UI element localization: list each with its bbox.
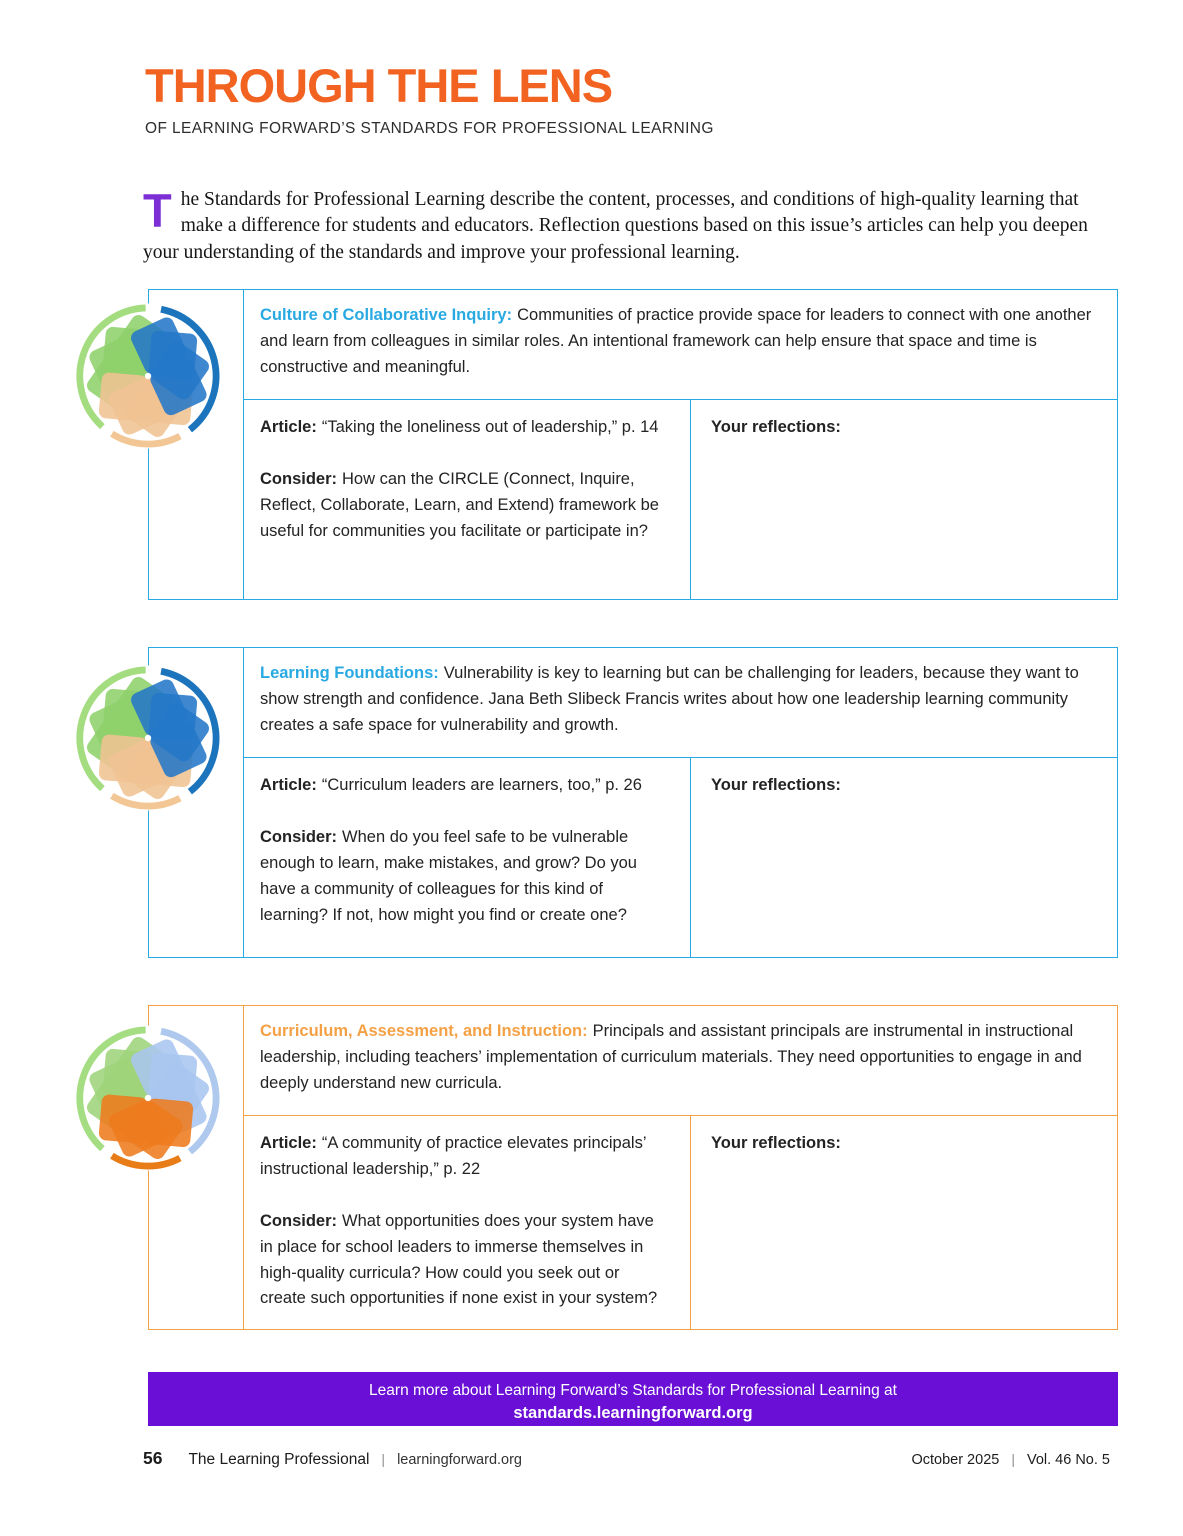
standards-banner [148,1372,1118,1426]
article-label: Article: [260,1134,317,1152]
article-cell [244,758,691,957]
consider-label: Consider: [260,827,338,846]
article-title: “Curriculum leaders are learners, too,” p. 26 [321,776,642,794]
article-title: “A community of practice elevates principals’ instructional leadership,” p. 22 [260,1134,646,1178]
banner-text: Learn more about Learning Forward’s Standards for Professional Learning at [369,1382,897,1399]
reflections-label: Your reflections: [711,1134,841,1152]
intro-dropcap: T [143,183,172,237]
logo-column [149,648,244,957]
article-label: Article: [260,418,317,436]
volume-number: Vol. 46 No. 5 [1026,1452,1110,1468]
consider-line [260,1209,664,1313]
card-heading: Learning Foundations: [260,664,439,682]
standards-pinwheel-logo [74,302,222,450]
card-description: Principals and assistant principals are instrumental in instructional leadership, including teachers’ implementation of curriculum materials. They need opportunities to engage in and deeply understand new curricula. [260,1022,1082,1092]
intro-text: he Standards for Professional Learning describe the content, processes, and conditions of high-quality learning that make a difference for students and educators. Reflection questions based on this issue’s articles can help you deepen your understanding of the standards and improve your professional learning. [143,188,1088,264]
standard-card-collaborative-inquiry [148,289,1118,600]
card-header [244,648,1117,758]
pinwheel-logo-icon [74,302,222,450]
pinwheel-logo-icon [74,1024,222,1172]
publisher-site-link[interactable]: learningforward.org [397,1452,522,1468]
reflections-area [691,400,1117,599]
consider-line [260,467,664,545]
logo-column [149,290,244,599]
card-header [244,1006,1117,1116]
logo-column [149,1006,244,1329]
page-number: 56 [143,1448,163,1468]
masthead [145,59,714,138]
standards-pinwheel-logo [74,1024,222,1172]
card-description: Vulnerability is key to learning but can be challenging for leaders, because they want to show strength and confidence. Jana Beth Slibeck Francis writes about how one leadership learning community creates a safe space for vulnerability and growth. [260,664,1079,734]
page-footer [143,1448,1110,1469]
article-cell [244,1116,691,1329]
reflections-area [691,758,1117,957]
issue-date: October 2025 [911,1452,1000,1468]
card-header [244,290,1117,400]
footer-divider: | [1011,1451,1015,1467]
standard-card-learning-foundations [148,647,1118,958]
standards-url-link[interactable]: standards.learningforward.org [513,1404,753,1423]
page-subtitle: OF LEARNING FORWARD’S STANDARDS FOR PROFESSIONAL LEARNING [145,120,714,137]
card-heading: Culture of Collaborative Inquiry: [260,306,513,324]
footer-divider: | [381,1451,386,1467]
intro-paragraph [143,183,1091,268]
article-title: “Taking the loneliness out of leadership,” p. 14 [321,418,659,436]
page-title: THROUGH THE LENS [145,59,613,112]
publication-name: The Learning Professional [188,1451,370,1468]
reflections-label: Your reflections: [711,418,841,436]
pinwheel-logo-icon [74,664,222,812]
consider-text: When do you feel safe to be vulnerable enough to learn, make mistakes, and grow? Do you have a community of colleagues for this kind of learning? If not, how might you find or create one? [260,827,637,924]
standard-card-curriculum-assessment-instruction [148,1005,1118,1330]
reflections-label: Your reflections: [711,776,841,794]
reflections-area [691,1116,1117,1329]
consider-text: What opportunities does your system have in place for school leaders to immerse themselves in high-quality curricula? How could you seek out or create such opportunities if none exist in your system? [260,1211,658,1308]
article-line [260,415,664,441]
article-label: Article: [260,776,317,794]
consider-text: How can the CIRCLE (Connect, Inquire, Reflect, Collaborate, Learn, and Extend) framework be useful for communities you facilitate or participate in? [260,469,659,540]
consider-label: Consider: [260,1211,338,1230]
card-description: Communities of practice provide space for leaders to connect with one another and learn from colleagues in similar roles. An intentional framework can help ensure that space and time is constructive and meaningful. [260,306,1092,376]
standards-pinwheel-logo [74,664,222,812]
article-cell [244,400,691,599]
consider-line [260,825,664,929]
card-heading: Curriculum, Assessment, and Instruction: [260,1022,588,1040]
article-line [260,1131,664,1183]
article-line [260,773,664,799]
consider-label: Consider: [260,469,338,488]
